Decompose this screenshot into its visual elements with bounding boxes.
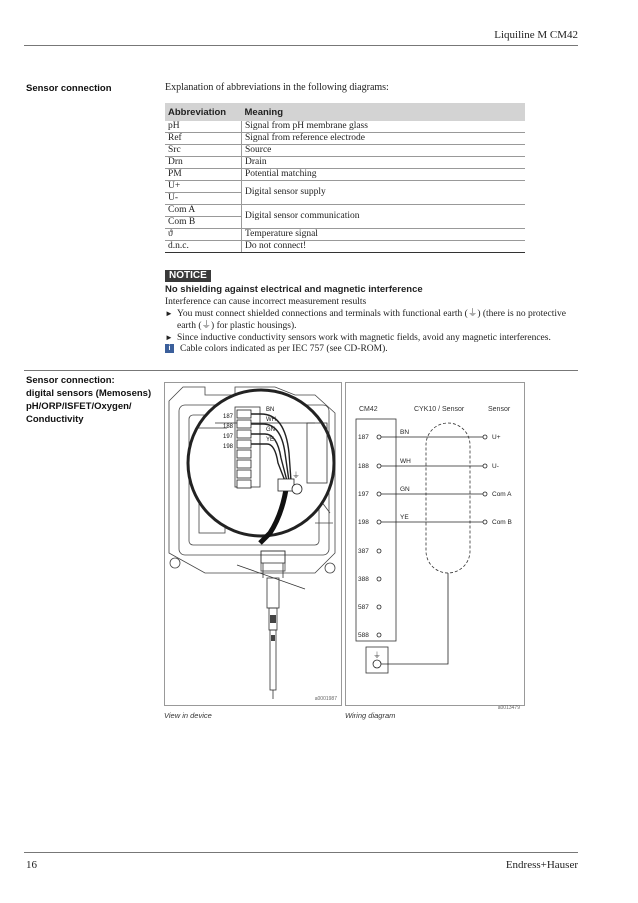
footer-brand: Endress+Hauser [505, 859, 578, 871]
cell-abbr: Drn [165, 157, 242, 169]
section-label-digital-sensors: Sensor connection: digital sensors (Memosens) pH/ORP/ISFET/Oxygen/ Conductivity [26, 375, 152, 425]
cell-abbr: d.n.c. [165, 241, 242, 253]
signal-label: U- [492, 463, 499, 470]
info-note: i Cable colors indicated as per IEC 757 (see CD-ROM). [165, 344, 388, 354]
notice-text: Interference can cause incorrect measurement results [165, 297, 367, 307]
wiring-diagram [346, 383, 524, 705]
cell-abbr: U- [165, 193, 242, 205]
header-rule [24, 45, 578, 46]
section-rule [24, 370, 578, 371]
page-number: 16 [26, 859, 37, 871]
notice-block [165, 270, 585, 344]
document-title: Liquiline M CM42 [494, 29, 578, 41]
cell-meaning: Digital sensor supply [242, 181, 526, 205]
wire-label: BN [266, 407, 275, 413]
cell-abbr: Com B [165, 217, 242, 229]
cell-abbr: Src [165, 145, 242, 157]
wire-label: WH [266, 417, 276, 423]
terminal-label: 198 [223, 444, 234, 450]
terminal-label: 187 [223, 414, 234, 420]
cell-abbr: PM [165, 169, 242, 181]
terminal-label: 388 [358, 576, 369, 583]
figure-view-in-device [164, 382, 342, 706]
terminal-label: 198 [358, 519, 369, 526]
column-label: CYK10 / Sensor [414, 406, 465, 413]
wire-label: WH [400, 458, 411, 465]
cell-abbr: U+ [165, 181, 242, 193]
caption-view-in-device: View in device [164, 711, 212, 720]
ground-symbol-icon: ⏚ [292, 471, 300, 480]
terminal-label: 588 [358, 632, 369, 639]
terminal-label: 387 [358, 548, 369, 555]
device-illustration [165, 383, 341, 705]
terminal-label: 188 [358, 463, 369, 470]
abbreviation-table [165, 103, 525, 253]
signal-label: U+ [492, 434, 501, 441]
cell-meaning: Drain [242, 157, 526, 169]
caption-wiring-diagram: Wiring diagram [345, 711, 396, 720]
wire-label: BN [400, 429, 410, 436]
cell-meaning: Do not connect! [242, 241, 526, 253]
cell-meaning: Potential matching [242, 169, 526, 181]
cell-abbr: Com A [165, 205, 242, 217]
arrow-icon: ► [165, 309, 173, 318]
terminal-label: 197 [358, 491, 369, 498]
cell-meaning: Signal from reference electrode [242, 133, 526, 145]
col-header-meaning: Meaning [242, 103, 526, 121]
figure-id: a0013479 [497, 705, 520, 711]
cell-abbr: ϑ [165, 229, 242, 241]
figure-wiring-diagram [345, 382, 525, 711]
info-icon: i [165, 344, 174, 353]
cell-abbr: Ref [165, 133, 242, 145]
notice-badge: NOTICE [165, 270, 211, 282]
signal-label: Com B [492, 519, 512, 526]
terminal-label: 188 [223, 424, 234, 430]
section-label-sensor-connection: Sensor connection [26, 83, 112, 94]
wire-label: GN [266, 427, 275, 433]
signal-label: Com A [492, 491, 512, 498]
notice-bullet: ► You must connect shielded connections and terminals with functional earth (⏚) (there is no protective earth (⏚) for plastic housings). [165, 309, 566, 331]
figure-id: a0001987 [314, 696, 337, 702]
col-header-abbreviation: Abbreviation [165, 103, 242, 121]
notice-title: No shielding against electrical and magnetic interference [165, 284, 423, 295]
cell-meaning: Source [242, 145, 526, 157]
cell-meaning: Signal from pH membrane glass [242, 121, 526, 133]
ground-symbol-icon: ⏚ [373, 651, 381, 660]
table-intro: Explanation of abbreviations in the following diagrams: [165, 82, 389, 93]
cell-meaning: Digital sensor communication [242, 205, 526, 229]
terminal-label: 587 [358, 604, 369, 611]
cell-meaning: Temperature signal [242, 229, 526, 241]
terminal-label: 187 [358, 434, 369, 441]
column-label: CM42 [359, 406, 378, 413]
wire-label: YE [400, 514, 409, 521]
notice-bullet: ► Since inductive conductivity sensors work with magnetic fields, avoid any magnetic interferences. [165, 333, 551, 343]
arrow-icon: ► [165, 333, 173, 342]
column-label: Sensor [488, 406, 511, 413]
wire-label: YE [266, 437, 275, 443]
cell-abbr: pH [165, 121, 242, 133]
terminal-label: 197 [223, 434, 234, 440]
footer-rule [24, 852, 578, 853]
wire-label: GN [400, 486, 410, 493]
